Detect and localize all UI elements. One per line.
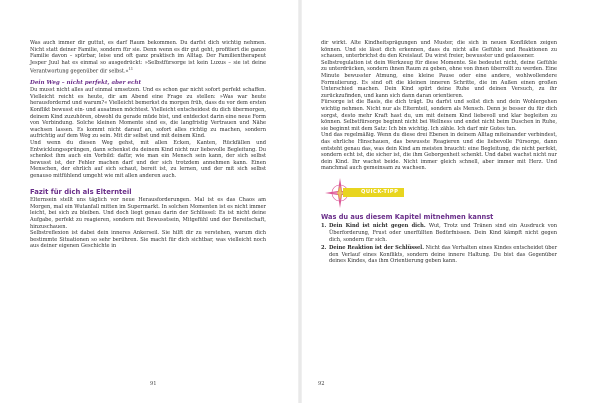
list-text [329,245,557,265]
page-number: 92 [318,381,325,387]
list-text [329,223,557,243]
subheading: Dein Weg – nicht perfekt, aber echt [30,79,142,86]
paragraph: Und wenn du diesen Weg gehst, mit allen Ecken, Kanten, Rückfällen und Entwicklungssprüngen, dann schenkst du deinem Kind nicht nur liebevolle Begleitung. Du schenkst ihm auch ein Vorbild: dafür, wie man ein Mensch sein kann, der sich selbst bewusst ist, der Fehler machen darf und der sich trotzdem annehmen kann. Einen Menschen, der ehrlich auf sich schaut, bereit ist, zu lernen, und der mit sich selbst genauso mitfühlend umgeht wie mit allen anderen auch. [30,140,266,179]
paragraph: Was auch immer dir guttut, es darf Raum bekommen. Du darfst dich wichtig nehmen. Nicht statt deiner Familie, sondern für sie. Denn wenn es dir gut geht, profitiert die ganze Familie davon – spürbar, leise und oft ganz praktisch im Alltag. Der Familientherapeut Jesper Juul hat es einmal so ausgedrückt: »Selbstfürsorge ist kein Luxus – sie ist deine Verantwortung gegenüber dir selbst.«$^{11}$ [30,40,266,76]
paragraph: Elternsein stellt uns täglich vor neue Herausforderungen. Mal ist es das Chaos am Morgen, mal ein Wutanfall mitten im Supermarkt. In solchen Momenten ist es nicht immer leicht, bei sich zu bleiben. Und doch liegt genau darin der Schlüssel: Es ist nicht deine Aufgabe, perfekt zu reagieren, sondern mit Bewusstsein, Mitgefühl und der Bereitschaft, hinzuschauen. [30,197,266,230]
list-lead: Deine Reaktion ist der Schlüssel. [329,245,424,252]
paragraph: dir wirkt. Alte Kindheitsprägungen und Muster, die sich in neuen Konflikten zeigen können. Und sie lässt dich erkennen, dass du nicht alle Gefühle und Reaktionen zu schauen, unterbrichst du den Kreislauf. Du wirst freier, bewusster und gelassener. [321,40,557,60]
list-body: Wut, Trotz und Tränen sind ein Ausdruck von Überforderung, Frust oder unerfüllten Bedürfnissen. Dein Kind kämpft nicht gegen dich, sondern für sich. [329,223,557,243]
left-text-column [30,40,266,250]
paragraph: Selbstregulation ist dein Werkzeug für diese Momente. Sie bedeutet nicht, deine Gefühle zu unterdrücken, sondern ihnen Raum zu geben, ohne von ihnen überrollt zu werden. Eine Minute bewusster Atmung, eine kleine Pause oder eine andere, wohlwollendere Formulierung. Es sind oft die kleinen inneren Schritte, die im Außen einen großen Unterschied machen. Dein Kind spürt deine Ruhe und deinen Versuch, zu ihr zurückzufinden, und kann sich dann daran orientieren. [321,59,557,99]
footnote-marker: 11 [128,67,134,72]
quick-tip-banner [321,180,557,214]
right-text-column [321,40,557,267]
tip-heading: Was du aus diesem Kapitel mitnehmen kannst [321,212,494,221]
paragraph: Fürsorge ist die Basis, die dich trägt. Du darfst und sollst dich und dein Wohlergehen wichtig nehmen. Nicht nur als Elternteil, sondern als Mensch. Denn je besser du für dich sorgst, desto mehr Kraft hast du, um mit deinem Kind liebevoll und klar begleiten zu können. Selbstfürsorge beginnt nicht bei Wellness und endet nicht beim Duschen in Ruhe, sie beginnt mit dem Satz: Ich bin wichtig. Ich zähle. Ich darf mir Gutes tun. [321,99,557,132]
list-number: 1. [321,223,327,230]
section-heading: Fazit für dich als Elternteil [30,187,132,196]
paragraph: Selbstreflexion ist dabei dein inneres Ankerseil. Sie hilft dir zu verstehen, warum dich bestimmte Situationen so sehr berühren. Sie macht für dich sichtbar, was vielleicht noch aus deiner eigenen Geschichte in [30,230,266,250]
list-item [321,223,557,243]
quick-tip-label: QUICK-TIPP [343,188,404,197]
paragraph: Und das regelmäßig. Wenn du diese drei Ebenen in deinem Alltag miteinander verbindest, das ehrliche Hinschauen, das bewusste Reagieren und die liebevolle Fürsorge, dann entsteht genau das, was dein Kind am meisten braucht: eine Begleitung, die nicht perfekt, sondern echt ist, die sicher ist, die ihm Geborgenheit schenkt. Und dabei wachst nicht nur dein Kind. Ihr wachst beide. Nicht immer gleich schnell, aber immer mit Herz. Und manchmal auch gemeinsam zu wachsen. [321,132,557,172]
list-lead: Dein Kind ist nicht gegen dich. [329,223,426,230]
list-body: Nicht das Verhalten eines Kindes entscheidet über den Verlauf eines Konflikts, sondern deine innere Haltung. Du bist das Gegenüber deines Kindes, das ihm Orientierung geben kann. [329,245,557,265]
list-item [321,245,557,265]
paragraph: Du musst nicht alles auf einmal umsetzen. Und es schon gar nicht sofort perfekt schaffen. Vielleicht reicht es heute, dir am Abend eine Frage zu stellen: »Was war heute herausfordernd und warum?« Vielleicht bemerkst du morgen früh, dass du vor dem ersten Konflikt bewusst ein- und ausatmen möchtest. Vielleicht entscheidest du dich übermorgen, deinem Kind zuzuhören, obwohl du gerade müde bist, und entdeckst darin eine neue Form von Verbindung. Solche kleinen Momente sind es, die langfristig Vertrauen und Nähe wachsen lassen. Es kommt nicht darauf an, sofort alles richtig zu machen, sondern aufrichtig auf dem Weg zu sein. Mit dir selbst und mit deinem Kind. [30,87,266,140]
page-number: 91 [150,381,157,387]
list-number: 2. [321,245,327,252]
